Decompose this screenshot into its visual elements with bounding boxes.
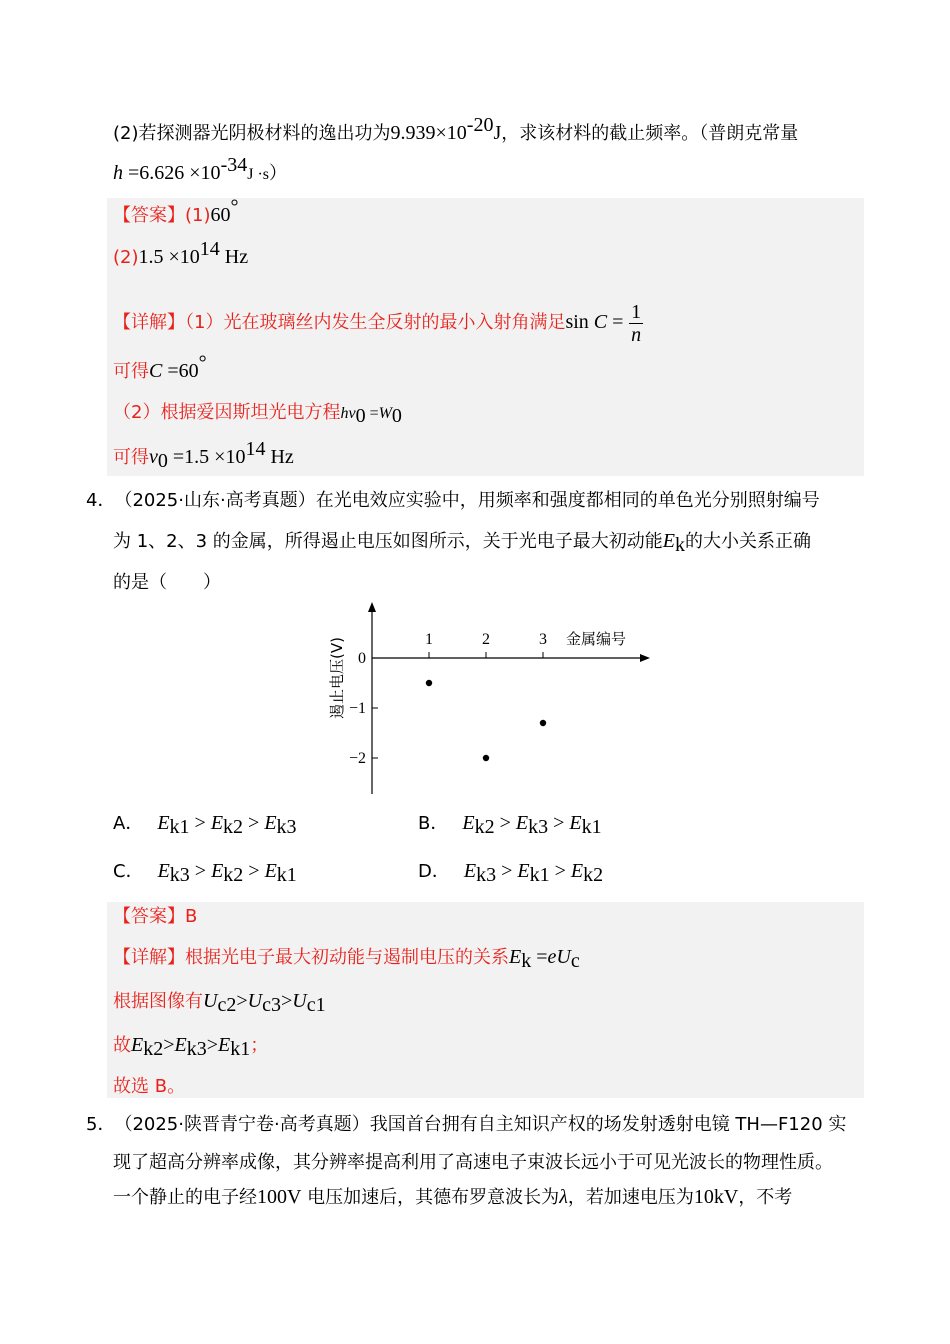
math-e: E <box>131 1034 144 1056</box>
x-tick-label: 3 <box>539 631 547 648</box>
math-sub: k1 <box>230 1038 251 1060</box>
answer3-detail1 <box>113 300 643 346</box>
stopping-voltage-chart <box>310 598 660 798</box>
math-gt: > <box>236 990 248 1012</box>
detail-text: ； <box>250 1035 269 1056</box>
option-letter: D． <box>418 861 450 882</box>
fraction <box>629 301 643 346</box>
math-eq: = <box>607 311 624 333</box>
math-sub: k3 <box>476 864 497 886</box>
math-sub: k2 <box>583 864 604 886</box>
math-e: E <box>462 812 475 834</box>
math-exp: -20 <box>466 114 494 136</box>
math-sub: k <box>675 534 686 556</box>
math-sub: c2 <box>217 994 237 1016</box>
y-axis-label: 遏止电压(V) <box>328 637 346 719</box>
y-tick-label: −1 <box>348 700 366 717</box>
math-gt: > <box>243 812 265 834</box>
math-c: C <box>593 311 608 333</box>
math-u: U <box>292 990 307 1012</box>
detail-text: （1）光在玻璃丝内发生全反射的最小入射角满足 <box>185 312 566 333</box>
part-prefix: (1) <box>185 205 211 226</box>
math-eq: = <box>365 405 379 422</box>
math-h: h <box>113 162 123 184</box>
answer3-obtain2 <box>113 438 294 472</box>
math-voltage: 10kV <box>693 1186 739 1208</box>
math-e: E <box>463 860 477 882</box>
math-gt: > <box>243 860 265 882</box>
math-e: E <box>569 812 582 834</box>
math-unit: Hz <box>219 246 249 268</box>
q4-line3 <box>113 570 221 596</box>
math-exp: -34 <box>220 154 248 176</box>
question-text: ，若加速电压为 <box>567 1187 694 1208</box>
answer3-obtain1 <box>113 352 207 385</box>
option-letter: C． <box>113 861 144 882</box>
math-sub: k2 <box>143 1038 164 1060</box>
x-tick-label: 2 <box>482 631 490 648</box>
text: 可得 <box>113 447 149 468</box>
math-sub: k3 <box>528 816 549 838</box>
math-sub: k2 <box>223 864 244 886</box>
math-unit: Hz <box>265 446 294 468</box>
q3-part2-line1 <box>113 114 799 147</box>
math-u: U <box>556 946 571 968</box>
math-sub: 0 <box>391 405 402 427</box>
math-times: ×10 <box>435 122 467 144</box>
math-voltage: 100V <box>257 1186 302 1208</box>
detail-text: 故 <box>113 1035 131 1056</box>
answer-value: B <box>185 906 198 927</box>
math-value: =1.5 ×10 <box>167 446 246 468</box>
math-e-charge: e <box>547 946 557 968</box>
detail-text: 根据光电子最大初动能与遏制电压的关系 <box>185 947 509 968</box>
math-value: 60 <box>210 204 231 226</box>
math-unit: J ·s <box>247 166 270 183</box>
math-sub: k2 <box>223 816 244 838</box>
math-sub: k1 <box>276 864 297 886</box>
y-axis-arrow <box>368 602 376 612</box>
math-exp: 14 <box>199 238 220 260</box>
detail-text: 根据图像有 <box>113 991 203 1012</box>
y-tick-label: −2 <box>348 750 366 767</box>
math-w: W <box>378 405 392 422</box>
fraction-denominator: n <box>631 323 642 346</box>
question-text: 一个静止的电子经 <box>113 1187 257 1208</box>
question-text: 电压加速后，其德布罗意波长为 <box>301 1187 560 1208</box>
question-text: ，不考 <box>738 1187 793 1208</box>
math-sub: k3 <box>169 864 190 886</box>
part-prefix: (2) <box>113 247 139 268</box>
math-sub: 0 <box>355 405 366 427</box>
option-a[interactable] <box>113 810 297 837</box>
math-gt: > <box>163 1034 175 1056</box>
math-gt: > <box>189 860 212 882</box>
math-e: E <box>211 860 224 882</box>
math-c: C <box>149 360 163 382</box>
option-c[interactable] <box>113 858 297 885</box>
math-eq: = <box>531 946 548 968</box>
question-text: 的大小关系正确 <box>685 531 812 552</box>
math-sub: k3 <box>186 1038 207 1060</box>
math-gt: > <box>189 812 211 834</box>
math-e: E <box>662 530 676 552</box>
text: ） <box>269 163 288 184</box>
question-text: （2025·山东·高考真题）在光电效应实验中，用频率和强度都相同的单色光分别照射编号 <box>123 490 820 511</box>
math-gt: > <box>206 1034 218 1056</box>
answer4-line2 <box>113 988 326 1015</box>
math-nu: ν <box>149 446 158 468</box>
q5-line2 <box>113 1150 833 1176</box>
q3-part2-line2 <box>113 154 288 188</box>
detail-label: 【详解】 <box>113 312 185 333</box>
math-value: 1.5 ×10 <box>138 246 200 268</box>
data-point <box>540 720 546 726</box>
detail-label: 【详解】 <box>113 947 185 968</box>
answer4-detail1 <box>113 944 580 971</box>
math-sub: c <box>570 950 580 972</box>
math-sub: c3 <box>262 994 281 1016</box>
q5-line1 <box>86 1112 846 1138</box>
math-unit: J <box>493 122 502 144</box>
option-d[interactable] <box>418 858 603 885</box>
q5-line3 <box>113 1184 792 1211</box>
math-sub: c1 <box>306 994 326 1016</box>
math-sub: k2 <box>474 816 495 838</box>
math-e: E <box>157 860 170 882</box>
math-gt: > <box>548 812 570 834</box>
x-axis-arrow <box>640 654 650 662</box>
question-text: 现了超高分辨率成像，其分辨率提高利用了高速电子束波长远小于可见光波长的物理性质。 <box>113 1152 833 1173</box>
math-e: E <box>210 812 224 834</box>
question-text: 的是（ ） <box>113 572 221 593</box>
answer-label: 【答案】 <box>113 205 185 226</box>
question-number: 4． <box>86 490 116 511</box>
answer4-line <box>113 904 197 930</box>
math-sub: k1 <box>169 816 190 838</box>
math-e: E <box>174 1034 187 1056</box>
text: (2)若探测器光阴极材料的逸出功为 <box>113 123 391 144</box>
x-tick-label: 1 <box>425 631 433 648</box>
answer3-detail2 <box>113 400 402 427</box>
math-eq: =6.626 ×10 <box>123 162 221 184</box>
question-text: （2025·陕晋青宁卷·高考真题）我国首台拥有自主知识产权的场发射透射电镜 TH—F120 实 <box>123 1114 847 1135</box>
math-sub: k <box>521 950 532 972</box>
detail-text: 故选 B。 <box>113 1076 186 1097</box>
degree: ° <box>230 196 239 218</box>
math-value: =60 <box>162 360 199 382</box>
math-h: h <box>340 405 349 422</box>
answer-label: 【答案】 <box>113 906 185 927</box>
answer4-line3 <box>113 1032 268 1059</box>
math-lambda: λ <box>559 1186 568 1208</box>
math-e: E <box>517 860 530 882</box>
data-point <box>426 680 432 686</box>
q4-line1 <box>86 488 820 514</box>
degree: ° <box>198 352 207 374</box>
math-e: E <box>264 812 277 834</box>
text: 可得 <box>113 361 149 382</box>
math-sub: 0 <box>157 450 168 472</box>
math-sub: k3 <box>276 816 297 838</box>
answer4-line4 <box>113 1074 185 1100</box>
math-gt: > <box>496 860 518 882</box>
option-letter: A． <box>113 813 144 834</box>
fraction-numerator: 1 <box>631 300 642 323</box>
q4-line2 <box>113 528 811 555</box>
math-e: E <box>218 1034 231 1056</box>
option-b[interactable] <box>418 810 602 837</box>
x-axis-label: 金属编号 <box>566 630 627 648</box>
question-text: 为 1、2、3 的金属，所得遏止电压如图所示，关于光电子最大初动能 <box>113 531 663 552</box>
math-sub: k1 <box>529 864 550 886</box>
math-gt: > <box>549 860 571 882</box>
math-e: E <box>570 860 584 882</box>
answer3-part2 <box>113 238 249 271</box>
math-e: E <box>515 812 529 834</box>
math-value: 9.939 <box>390 122 436 144</box>
math-gt: > <box>280 990 293 1012</box>
detail-text: （2）根据爱因斯坦光电方程 <box>113 402 341 423</box>
math-e: E <box>509 946 522 968</box>
math-sin: sin <box>565 311 589 333</box>
math-nu: ν <box>348 405 356 422</box>
math-u: U <box>247 990 263 1012</box>
math-e: E <box>264 860 277 882</box>
math-u: U <box>203 990 218 1012</box>
math-e: E <box>157 812 170 834</box>
text: ，求该材料的截止频率。（普朗克常量 <box>501 123 799 144</box>
answer3-line <box>113 196 239 229</box>
question-number: 5． <box>86 1114 116 1135</box>
math-exp: 14 <box>245 438 266 460</box>
math-sub: k1 <box>581 816 602 838</box>
y-tick-label: 0 <box>358 650 366 667</box>
option-letter: B． <box>418 813 449 834</box>
data-point <box>483 755 489 761</box>
math-gt: > <box>494 812 516 834</box>
